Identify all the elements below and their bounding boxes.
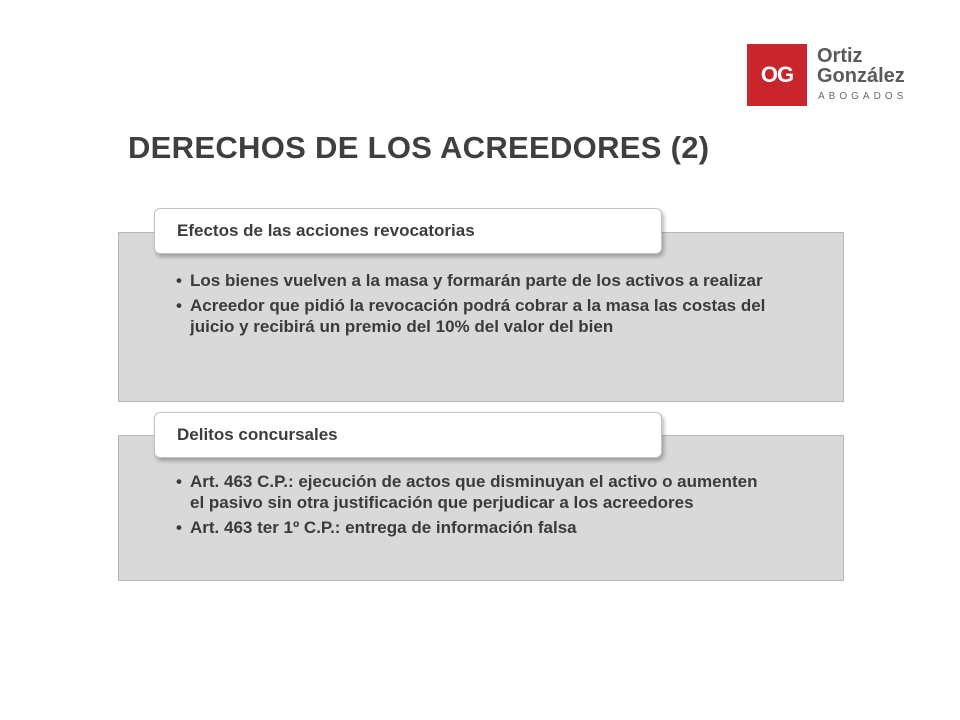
section-header-revocatorias: Efectos de las acciones revocatorias bbox=[154, 208, 662, 254]
bullet-item: • Acreedor que pidió la revocación podrá cobrar a la masa las costas del juicio y recibirá un premio del 10% del valor del bien bbox=[176, 295, 766, 337]
company-logo bbox=[747, 44, 917, 106]
logo-mark: OG bbox=[760, 62, 794, 87]
bullet-list-delitos bbox=[176, 471, 766, 542]
bullet-item: • Art. 463 ter 1º C.P.: entrega de información falsa bbox=[176, 517, 766, 538]
logo-name-line2: González bbox=[817, 65, 905, 87]
bullet-list-revocatorias bbox=[176, 270, 766, 341]
bullet-item: • Art. 463 C.P.: ejecución de actos que disminuyan el activo o aumenten el pasivo sin otra justificación que perjudicar a los acreedores bbox=[176, 471, 766, 513]
logo-mark-box bbox=[747, 44, 807, 106]
logo-name-line1: Ortiz bbox=[817, 45, 863, 67]
section-header-delitos: Delitos concursales bbox=[154, 412, 662, 458]
logo-subtitle: ABOGADOS bbox=[818, 91, 908, 102]
bullet-item: • Los bienes vuelven a la masa y formarán parte de los activos a realizar bbox=[176, 270, 766, 291]
slide-title: DERECHOS DE LOS ACREEDORES (2) bbox=[128, 130, 710, 165]
